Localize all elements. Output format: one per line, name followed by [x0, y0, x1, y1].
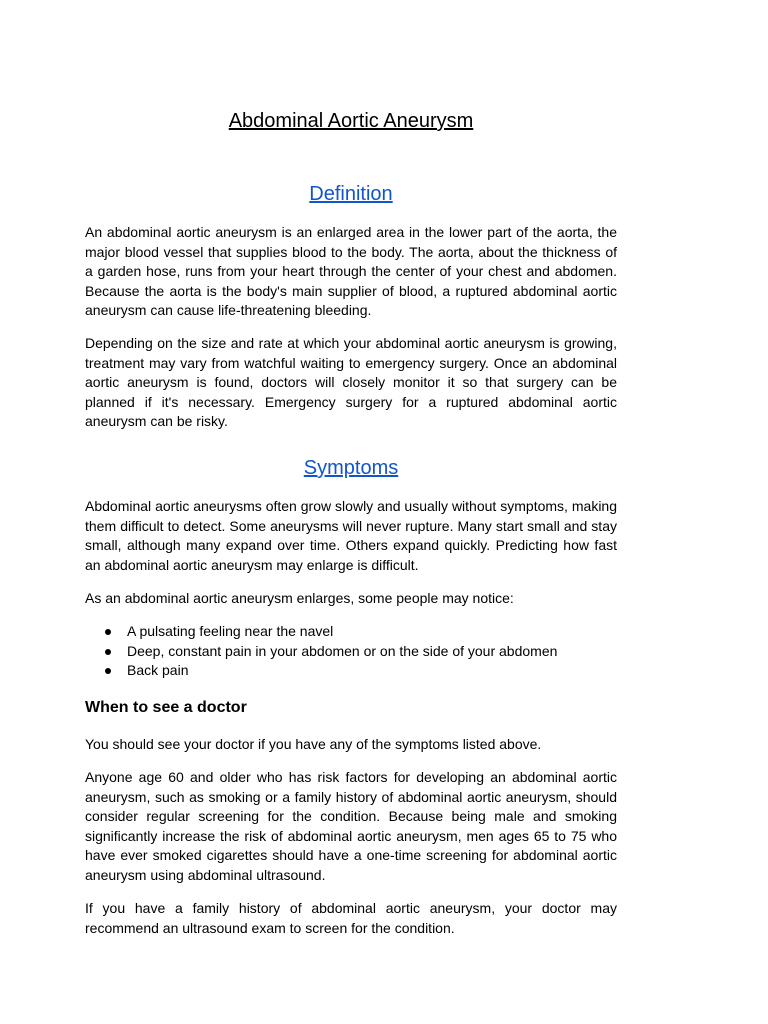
bullet-icon [105, 629, 111, 635]
document-title: Abdominal Aortic Aneurysm [228, 110, 474, 132]
definition-paragraph-1: An abdominal aortic aneurysm is an enlarged area in the lower part of the aorta, the major blood vessel that supplies blood to the body. The aorta, about the thickness of a garden hose, runs from your heart through the center of your chest and abdomen. Because the aorta is the body's main supplier of blood, a ruptured abdominal aortic aneurysm can cause life-threatening bleeding. [85, 224, 617, 318]
definition-paragraph-2: Depending on the size and rate at which your abdominal aortic aneurysm is growing, treatment may vary from watchful waiting to emergency surgery. Once an abdominal aortic aneurysm is found, doctors will closely monitor it so that surgery can be planned if it's necessary. Emergency surgery for a ruptured abdominal aortic aneurysm can be risky. [85, 335, 617, 429]
doctor-paragraph-3: If you have a family history of abdominal aortic aneurysm, your doctor may recommend an ultrasound exam to screen for the condition. [85, 900, 617, 936]
symptoms-paragraph-1: Abdominal aortic aneurysms often grow slowly and usually without symptoms, making them difficult to detect. Some aneurysms will never rupture. Many start small and stay small, although many expand over time. Others expand quickly. Predicting how fast an abdominal aortic aneurysm may enlarge is difficult. [85, 498, 617, 573]
symptoms-bullet-list [85, 622, 617, 681]
when-to-see-doctor-heading: When to see a doctor [85, 699, 247, 716]
definition-heading[interactable]: Definition [309, 183, 393, 205]
list-item-text: A pulsating feeling near the navel [127, 623, 334, 639]
list-item-text: Deep, constant pain in your abdomen or on the side of your abdomen [127, 642, 558, 659]
doctor-paragraph-1: You should see your doctor if you have any of the symptoms listed above. [85, 736, 542, 752]
list-item [85, 642, 617, 662]
bullet-icon [105, 668, 111, 674]
doctor-paragraph-2: Anyone age 60 and older who has risk factors for developing an abdominal aortic aneurysm, such as smoking or a family history of abdominal aortic aneurysm, should consider regular screening for the condition. Because being male and smoking significantly increase the risk of abdominal aortic aneurysm, men ages 65 to 75 who have ever smoked cigarettes should have a one-time screening for abdominal aortic aneurysm using abdominal ultrasound. [85, 769, 617, 883]
list-item-text: Back pain [127, 662, 189, 678]
list-item [85, 661, 617, 681]
bullet-icon [105, 649, 111, 655]
symptoms-paragraph-2: As an abdominal aortic aneurysm enlarges, some people may notice: [85, 590, 514, 606]
symptoms-heading[interactable]: Symptoms [303, 457, 399, 479]
list-item [85, 622, 617, 642]
